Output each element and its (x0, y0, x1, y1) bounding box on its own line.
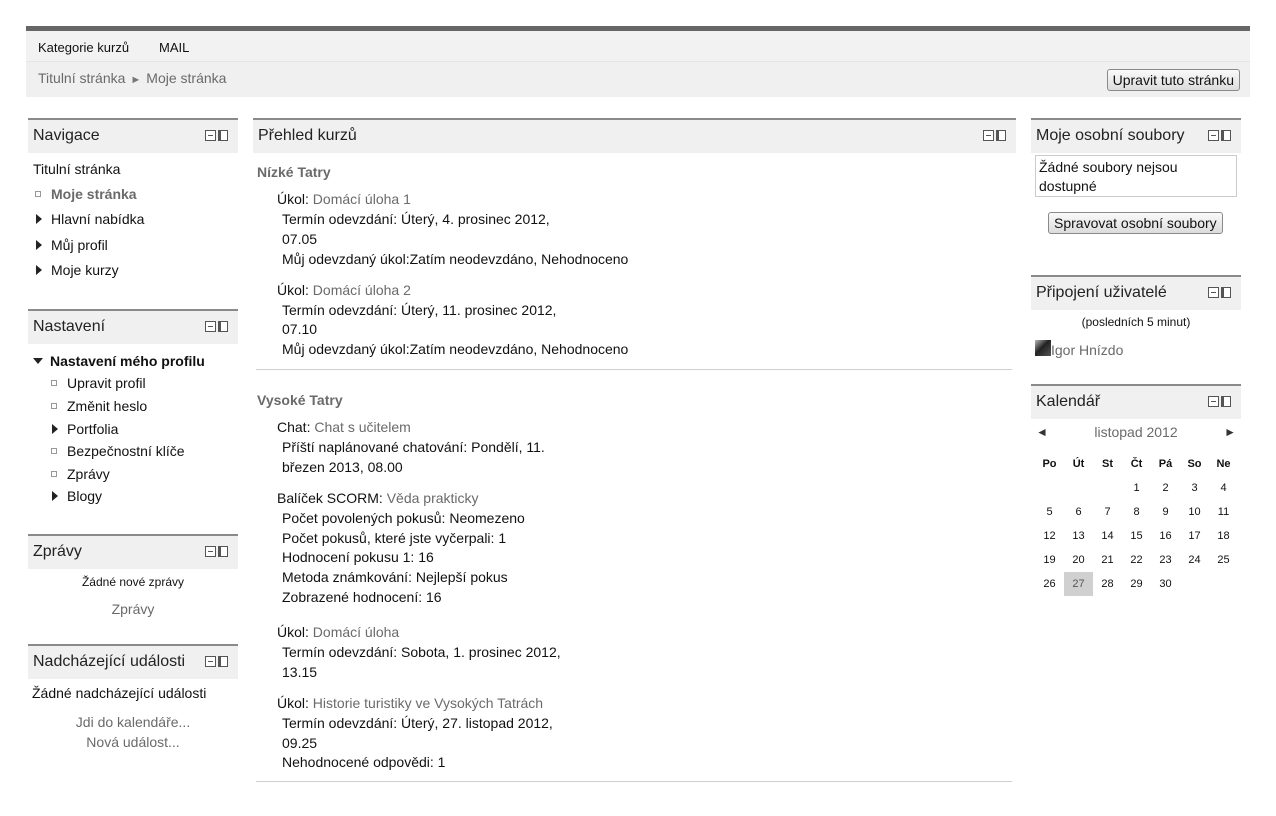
activity-detail: Počet pokusů, které jste vyčerpali: 1 (282, 530, 507, 546)
expand-arrow-icon (36, 265, 42, 275)
nav-item-my-profile[interactable]: Můj profil (33, 237, 108, 253)
settings-block (28, 309, 238, 509)
calendar-month-label[interactable]: listopad 2012 (1094, 424, 1178, 440)
nav-item-main-menu[interactable]: Hlavní nabídka (33, 211, 144, 227)
block-dock-icon[interactable] (1208, 287, 1231, 298)
bullet-icon (51, 380, 57, 386)
activity-link[interactable]: Domácí úloha 1 (312, 191, 411, 207)
go-to-calendar-link[interactable]: Jdi do kalendáře... (75, 714, 191, 730)
calendar-day[interactable]: 25 (1217, 554, 1230, 566)
messages-link[interactable]: Zprávy (111, 601, 155, 617)
calendar-day[interactable]: 6 (1075, 506, 1082, 518)
menu-item-mail[interactable]: MAIL (159, 40, 190, 55)
activity-detail: 09.25 (282, 735, 318, 751)
settings-block-title: Nastavení (33, 318, 106, 335)
calendar-block-title: Kalendář (1036, 393, 1101, 410)
calendar-prev-month-icon[interactable]: ◄ (1036, 425, 1048, 439)
course-divider (256, 781, 1012, 782)
navigation-block-header (28, 118, 238, 153)
new-event-link[interactable]: Nová událost... (86, 734, 180, 750)
activity-title: Úkol: Domácí úloha 1 (277, 191, 411, 207)
weekday-header: St (1102, 458, 1113, 470)
settings-change-password[interactable]: Změnit heslo (49, 398, 147, 414)
bullet-icon (35, 191, 41, 197)
calendar-day[interactable]: 21 (1101, 554, 1114, 566)
bullet-icon (51, 471, 57, 477)
block-dock-icon[interactable] (205, 656, 228, 667)
block-dock-icon[interactable] (205, 321, 228, 332)
calendar-day[interactable]: 2 (1162, 482, 1169, 494)
calendar-day[interactable]: 30 (1159, 578, 1172, 590)
calendar-block (1031, 384, 1241, 604)
online-users-period: (posledních 5 minut) (1081, 315, 1191, 329)
calendar-day[interactable]: 15 (1130, 530, 1143, 542)
breadcrumb-current[interactable]: Moje stránka (146, 70, 227, 86)
activity-detail: Můj odevzdaný úkol:Zatím neodevzdáno, Nehodnoceno (282, 251, 629, 267)
calendar-day[interactable]: 20 (1072, 554, 1085, 566)
private-files-block (1031, 118, 1241, 258)
nav-item-home[interactable]: Titulní stránka (33, 161, 121, 177)
settings-my-profile-section[interactable]: Nastavení mého profilu (33, 353, 205, 369)
calendar-day[interactable]: 3 (1191, 482, 1198, 494)
calendar-day[interactable]: 24 (1188, 554, 1201, 566)
block-dock-icon[interactable] (1208, 396, 1231, 407)
nav-item-my-page[interactable]: Moje stránka (33, 186, 137, 202)
calendar-day[interactable]: 16 (1159, 530, 1172, 542)
calendar-grid (1035, 452, 1238, 596)
calendar-day[interactable]: 5 (1046, 506, 1053, 518)
activity-detail: Termín odevzdání: Sobota, 1. prosinec 2012, (282, 644, 561, 660)
calendar-week-row (1035, 572, 1238, 596)
user-avatar-icon (1035, 340, 1051, 356)
nav-item-my-courses[interactable]: Moje kurzy (33, 262, 119, 278)
activity-detail: Můj odevzdaný úkol:Zatím neodevzdáno, Nehodnoceno (282, 341, 629, 357)
expand-arrow-icon (36, 240, 42, 250)
calendar-empty-cell (1180, 572, 1209, 596)
calendar-week-row (1035, 500, 1238, 524)
activity-detail: březen 2013, 08.00 (282, 459, 403, 475)
private-files-block-title: Moje osobní soubory (1036, 127, 1185, 144)
calendar-day[interactable]: 9 (1162, 506, 1169, 518)
calendar-week-row (1035, 548, 1238, 572)
online-user-item[interactable] (1035, 340, 1123, 358)
navbar (26, 62, 1250, 97)
weekday-header: Po (1042, 458, 1057, 470)
calendar-day[interactable]: 28 (1101, 578, 1114, 590)
activity-link[interactable]: Historie turistiky ve Vysokých Tatrách (312, 695, 544, 711)
calendar-day[interactable]: 11 (1217, 506, 1230, 518)
activity-link[interactable]: Věda prakticky (386, 490, 479, 506)
course-overview-title: Přehled kurzů (258, 127, 357, 144)
calendar-day[interactable]: 29 (1130, 578, 1143, 590)
navigation-block-title: Navigace (33, 127, 100, 144)
calendar-day[interactable]: 1 (1133, 482, 1140, 494)
weekday-header: Čt (1130, 458, 1143, 470)
weekday-header: Ne (1216, 458, 1231, 470)
bullet-icon (51, 403, 57, 409)
activity-detail: Termín odevzdání: Úterý, 11. prosinec 2012, (282, 302, 557, 318)
calendar-day[interactable]: 18 (1217, 530, 1230, 542)
calendar-next-month-icon[interactable]: ► (1224, 425, 1236, 439)
calendar-block-header (1031, 384, 1241, 419)
online-users-block-title: Připojení uživatelé (1036, 284, 1167, 301)
course-name[interactable]: Vysoké Tatry (257, 392, 343, 408)
menu-item-course-categories[interactable]: Kategorie kurzů (38, 40, 130, 55)
calendar-week-row (1035, 524, 1238, 548)
block-dock-icon[interactable] (983, 130, 1006, 141)
activity-detail: 13.15 (282, 664, 318, 680)
activity-detail: 07.05 (282, 231, 318, 247)
online-users-block-header (1031, 275, 1241, 310)
calendar-day[interactable]: 4 (1220, 482, 1227, 494)
messages-block-header (28, 534, 238, 569)
no-files-text: Žádné soubory nejsou dostupné (1035, 155, 1237, 197)
calendar-day[interactable]: 19 (1043, 554, 1056, 566)
no-upcoming-events-text: Žádné nadcházející události (32, 685, 207, 701)
settings-security-keys[interactable]: Bezpečnostní klíče (49, 443, 185, 459)
calendar-day[interactable]: 8 (1133, 506, 1140, 518)
calendar-day[interactable]: 7 (1104, 506, 1111, 518)
calendar-day[interactable]: 14 (1101, 530, 1114, 542)
upcoming-events-block (28, 644, 238, 754)
block-dock-icon[interactable] (205, 130, 228, 141)
settings-edit-profile[interactable]: Upravit profil (49, 375, 146, 391)
weekday-header: Pá (1158, 458, 1173, 470)
activity-title: Chat: Chat s učitelem (277, 419, 411, 435)
activity-detail: Zobrazené hodnocení: 16 (282, 589, 442, 605)
course-overview-block (253, 118, 1016, 788)
course-name[interactable]: Nízké Tatry (257, 164, 331, 180)
manage-private-files-button[interactable]: Spravovat osobní soubory (1048, 212, 1223, 234)
block-dock-icon[interactable] (1208, 130, 1231, 141)
upcoming-events-block-header (28, 644, 238, 679)
calendar-week-row (1035, 476, 1238, 500)
activity-detail: Příští naplánované chatování: Pondělí, 11. (282, 439, 545, 455)
activity-detail: Metoda známkování: Nejlepší pokus (282, 569, 508, 585)
calendar-day[interactable]: 17 (1188, 530, 1201, 542)
no-new-messages-text: Žádné nové zprávy (81, 575, 185, 589)
calendar-day[interactable]: 26 (1043, 578, 1056, 590)
activity-detail: Počet povolených pokusů: Neomezeno (282, 510, 525, 526)
breadcrumb-separator: ► (130, 74, 142, 86)
calendar-empty-cell (1064, 476, 1093, 500)
expand-arrow-icon (36, 214, 42, 224)
online-user-name[interactable]: Igor Hnízdo (1051, 342, 1124, 358)
settings-messages[interactable]: Zprávy (49, 466, 110, 482)
activity-link[interactable]: Chat s učitelem (314, 419, 411, 435)
activity-title: Úkol: Domácí úloha (277, 624, 400, 640)
calendar-empty-cell (1093, 476, 1122, 500)
calendar-day[interactable]: 23 (1159, 554, 1172, 566)
activity-link[interactable]: Domácí úloha 2 (312, 282, 411, 298)
block-dock-icon[interactable] (205, 546, 228, 557)
settings-portfolios[interactable]: Portfolia (49, 421, 118, 437)
activity-title: Úkol: Domácí úloha 2 (277, 282, 411, 298)
activity-title: Balíček SCORM: Věda prakticky (277, 490, 479, 506)
bullet-icon (51, 448, 57, 454)
activity-detail: Hodnocení pokusu 1: 16 (282, 549, 434, 565)
settings-block-header (28, 309, 238, 344)
expand-arrow-icon (52, 491, 58, 501)
navigation-block (28, 118, 238, 288)
edit-page-button[interactable]: Upravit tuto stránku (1107, 69, 1240, 91)
calendar-empty-cell (1035, 476, 1064, 500)
settings-blogs[interactable]: Blogy (49, 488, 102, 504)
breadcrumb (38, 70, 226, 86)
upcoming-events-block-title: Nadcházející události (33, 653, 186, 670)
private-files-block-header (1031, 118, 1241, 153)
activity-detail: Termín odevzdání: Úterý, 27. listopad 2012, (282, 715, 553, 731)
calendar-day[interactable]: 13 (1072, 530, 1085, 542)
course-overview-block-header (253, 118, 1016, 153)
activity-detail: Termín odevzdání: Úterý, 4. prosinec 2012, (282, 211, 550, 227)
collapse-arrow-icon (33, 358, 43, 364)
activity-detail: 07.10 (282, 321, 318, 337)
messages-block-title: Zprávy (33, 543, 82, 560)
weekday-header: Út (1072, 458, 1085, 470)
calendar-empty-cell (1209, 572, 1238, 596)
custom-menu (26, 31, 1250, 62)
calendar-day[interactable]: 22 (1130, 554, 1143, 566)
ungraded-submissions-link[interactable]: Nehodnocené odpovědi: 1 (282, 754, 446, 770)
calendar-day[interactable]: 10 (1188, 506, 1201, 518)
weekday-header: So (1187, 458, 1202, 470)
calendar-day-today[interactable]: 27 (1064, 572, 1093, 596)
course-divider (256, 369, 1012, 370)
breadcrumb-home-link[interactable]: Titulní stránka (38, 70, 126, 86)
activity-title: Úkol: Historie turistiky ve Vysokých Tatrách (277, 695, 544, 711)
messages-block (28, 534, 238, 624)
online-users-block (1031, 275, 1241, 365)
calendar-day[interactable]: 12 (1043, 530, 1056, 542)
activity-link[interactable]: Domácí úloha (312, 624, 400, 640)
expand-arrow-icon (52, 424, 58, 434)
